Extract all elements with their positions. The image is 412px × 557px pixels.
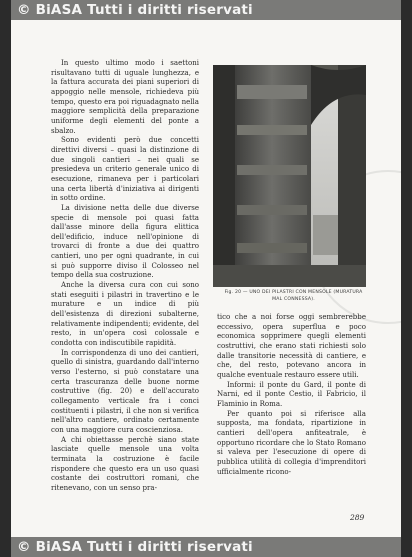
left-text-column: [51, 58, 199, 493]
paragraph: Informi: il ponte du Gard, il ponte di Narni, ed il ponte Cestio, il Fabricio, il Flaminio in Roma.: [217, 379, 366, 408]
colosseum-pillar-photo: [213, 65, 366, 287]
watermark-bottom: © BiASA Tutti i diritti riservati: [17, 539, 253, 555]
document-page: [11, 0, 401, 557]
paragraph: A chi obiettasse perchè siano state lasciate quelle mensole una volta terminata la costruzione è facile rispondere che questo era un uso quasi costante dei costruttori romani, che ritenevano, con un senso pra-: [51, 434, 199, 492]
paragraph: Per quanto poi si riferisce alla supposta, ma fondata, ripartizione in cantieri dell'opera anfiteatrale, è opportuno ricordare che lo Stato Romano si valeva per l'esecuzione di opere di pubblica utilità di collegia d'imprenditori ufficialmente ricono-: [217, 408, 366, 476]
paragraph: Sono evidenti però due concetti direttivi diversi – quasi la distinzione di due singoli cantieri – nei quali se presiedeva un criterio generale unico di esecuzione, rimaneva per i particolari una certa libertà d'iniziativa ai dirigenti in sotto ordine.: [51, 135, 199, 203]
right-text-column: [217, 312, 366, 476]
watermark-bar-bottom: [11, 537, 401, 557]
paragraph: Anche la diversa cura con cui sono stati eseguiti i pilastri in travertino e le murature e un indice di più dell'esistenza di direzioni subalterne, relativamente indipendenti; evidente, del resto, in un'opera così colossale e condotta con indiscutibile rapidità.: [51, 280, 199, 348]
paragraph: La divisione netta delle due diverse specie di mensole poi quasi fatta dall'asse minore della figura elittica dell'edificio, induce nell'opinione di trovarci di fronte a due dei quattro cantieri, uno per ogni quadrante, in cui si può supporre diviso il Colosseo nel tempo della sua costruzione.: [51, 202, 199, 280]
paragraph: In corrispondenza di uno dei cantieri, quello di sinistra, guardando dall'interno verso l'esterno, si può constatare una certa trascuranza delle buone norme costruttive (fig. 20) e dell'accurato collegamento verticale fra i conci costituenti i pilastri, il che non si verifica nell'altro cantiere, ordinato certamente con una maggiore cura coscienziosa.: [51, 347, 199, 434]
paragraph: tico che a noi forse oggi sembrerebbe eccessivo, opera superflua e poco economica sopprimere quegli elementi costruttivi, che erano stati richiesti solo dalle transitorie necessità di cantiere, e che, del resto, potevano ancora in qualche eventuale restauro essere utili.: [217, 312, 366, 379]
page-number: 289: [350, 513, 365, 522]
watermark-bar-top: [11, 0, 401, 20]
figure-caption: Fig. 20 — UNO DEI PILASTRI CON MENSOLE (MURATURA MAL CONNESSA).: [224, 290, 363, 302]
paragraph: In questo ultimo modo i saettoni risultavano tutti di uguale lunghezza, e la fattura accurata dei piani superiori di appoggio nelle mensole, richiedeva più tempo, questo era poi riguadagnato nella maggiore semplicità della preparazione uniforme degli elementi del ponte a sbalzo.: [51, 58, 199, 135]
watermark-top: © BiASA Tutti i diritti riservati: [17, 2, 253, 18]
